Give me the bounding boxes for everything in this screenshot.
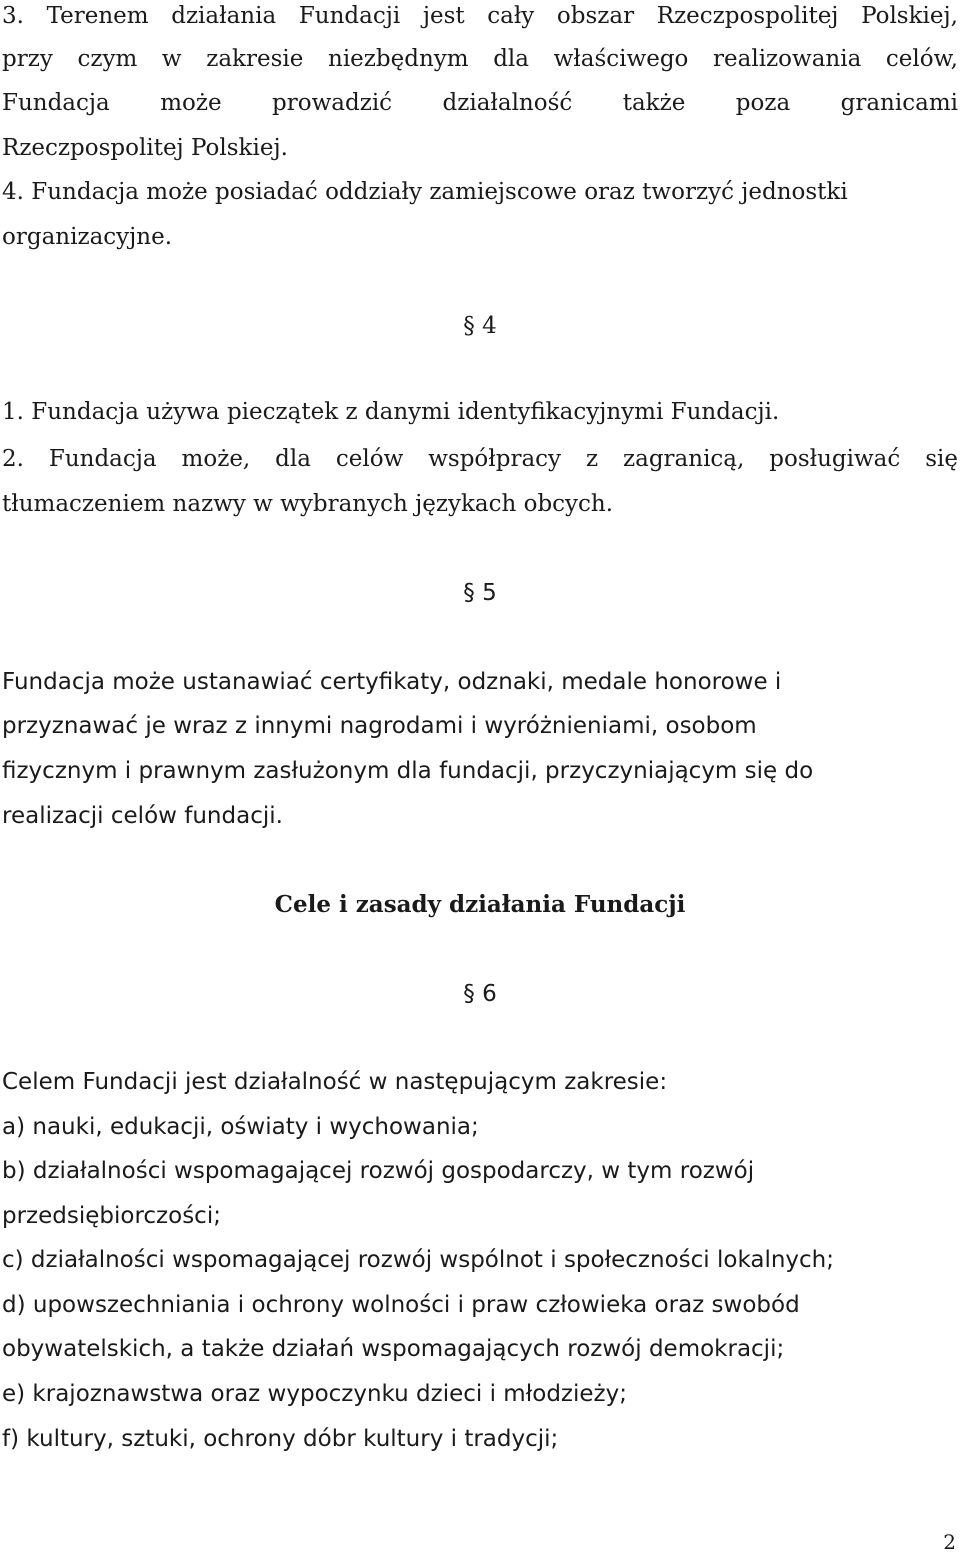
word: właściwego xyxy=(553,46,689,72)
word: Rzeczpospolitej xyxy=(656,3,839,29)
word: Terenem xyxy=(46,3,149,29)
paragraph-4-heading: § 4 xyxy=(463,313,497,339)
word: 2. xyxy=(2,446,24,472)
s3-line-6: organizacyjne. xyxy=(2,224,173,250)
word: przy xyxy=(2,46,53,72)
word: może, xyxy=(181,446,251,472)
p5-line-3: fizycznym i prawnym zasłużonym dla fundacji, przyczyniającym się do xyxy=(2,758,814,784)
section-title: Cele i zasady działania Fundacji xyxy=(274,891,686,918)
word: jest xyxy=(422,3,465,29)
word: posługiwać xyxy=(769,446,901,472)
word: współpracy xyxy=(428,446,562,472)
p6-item-a: a) nauki, edukacji, oświaty i wychowania; xyxy=(2,1114,479,1140)
p6-item-e: e) krajoznawstwa oraz wypoczynku dzieci i młodzieży; xyxy=(2,1381,627,1407)
p6-item-b-2: przedsiębiorczości; xyxy=(2,1203,221,1229)
p6-item-f: f) kultury, sztuki, ochrony dóbr kultury i tradycji; xyxy=(2,1426,559,1452)
word: Fundacja xyxy=(48,446,157,472)
p6-item-c: c) działalności wspomagającej rozwój wspólnot i społeczności lokalnych; xyxy=(2,1247,834,1273)
s3-line-1 xyxy=(2,5,958,28)
word: celów xyxy=(335,446,404,472)
word: dla xyxy=(493,46,529,72)
word: dla xyxy=(275,446,311,472)
word: zakresie xyxy=(206,46,304,72)
word: obszar xyxy=(556,3,635,29)
p4-line-3: tłumaczeniem nazwy w wybranych językach obcych. xyxy=(2,491,614,517)
word: prowadzić xyxy=(272,90,393,116)
word: realizowania xyxy=(713,46,862,72)
p5-line-4: realizacji celów fundacji. xyxy=(2,803,283,829)
word: cały xyxy=(487,3,535,29)
word: się xyxy=(925,446,958,472)
word: 3. xyxy=(2,3,24,29)
p6-intro: Celem Fundacji jest działalność w następującym zakresie: xyxy=(2,1069,668,1095)
p6-item-d-2: obywatelskich, a także działań wspomagających rozwój demokracji; xyxy=(2,1336,785,1362)
paragraph-6-heading: § 6 xyxy=(463,981,497,1007)
p6-item-d-1: d) upowszechniania i ochrony wolności i praw człowieka oraz swobód xyxy=(2,1292,800,1318)
p5-line-2: przyznawać je wraz z innymi nagrodami i wyróżnieniami, osobom xyxy=(2,713,757,739)
word: Polskiej, xyxy=(861,3,958,29)
s3-line-5: 4. Fundacja może posiadać oddziały zamiejscowe oraz tworzyć jednostki xyxy=(2,179,848,205)
p5-line-1: Fundacja może ustanawiać certyfikaty, odznaki, medale honorowe i xyxy=(2,669,782,695)
word: w xyxy=(161,46,182,72)
word: działania xyxy=(171,3,277,29)
word: czym xyxy=(77,46,138,72)
word: granicami xyxy=(840,90,958,116)
p4-line-1: 1. Fundacja używa pieczątek z danymi identyfikacyjnymi Fundacji. xyxy=(2,399,780,425)
page-number: 2 xyxy=(943,1530,956,1554)
word: niezbędnym xyxy=(328,46,469,72)
p4-line-2 xyxy=(2,448,958,471)
word: z xyxy=(585,446,599,472)
word: może xyxy=(160,90,222,116)
word: także xyxy=(622,90,686,116)
paragraph-5-heading: § 5 xyxy=(463,580,497,606)
s3-line-2 xyxy=(2,48,958,71)
word: poza xyxy=(735,90,791,116)
word: celów, xyxy=(885,46,958,72)
p6-item-b-1: b) działalności wspomagającej rozwój gospodarczy, w tym rozwój xyxy=(2,1158,755,1184)
s3-line-3 xyxy=(2,92,958,115)
word: Fundacji xyxy=(298,3,401,29)
s3-line-4: Rzeczpospolitej Polskiej. xyxy=(2,135,288,161)
word: zagranicą, xyxy=(623,446,745,472)
word: działalność xyxy=(442,90,573,116)
word: Fundacja xyxy=(2,90,110,116)
